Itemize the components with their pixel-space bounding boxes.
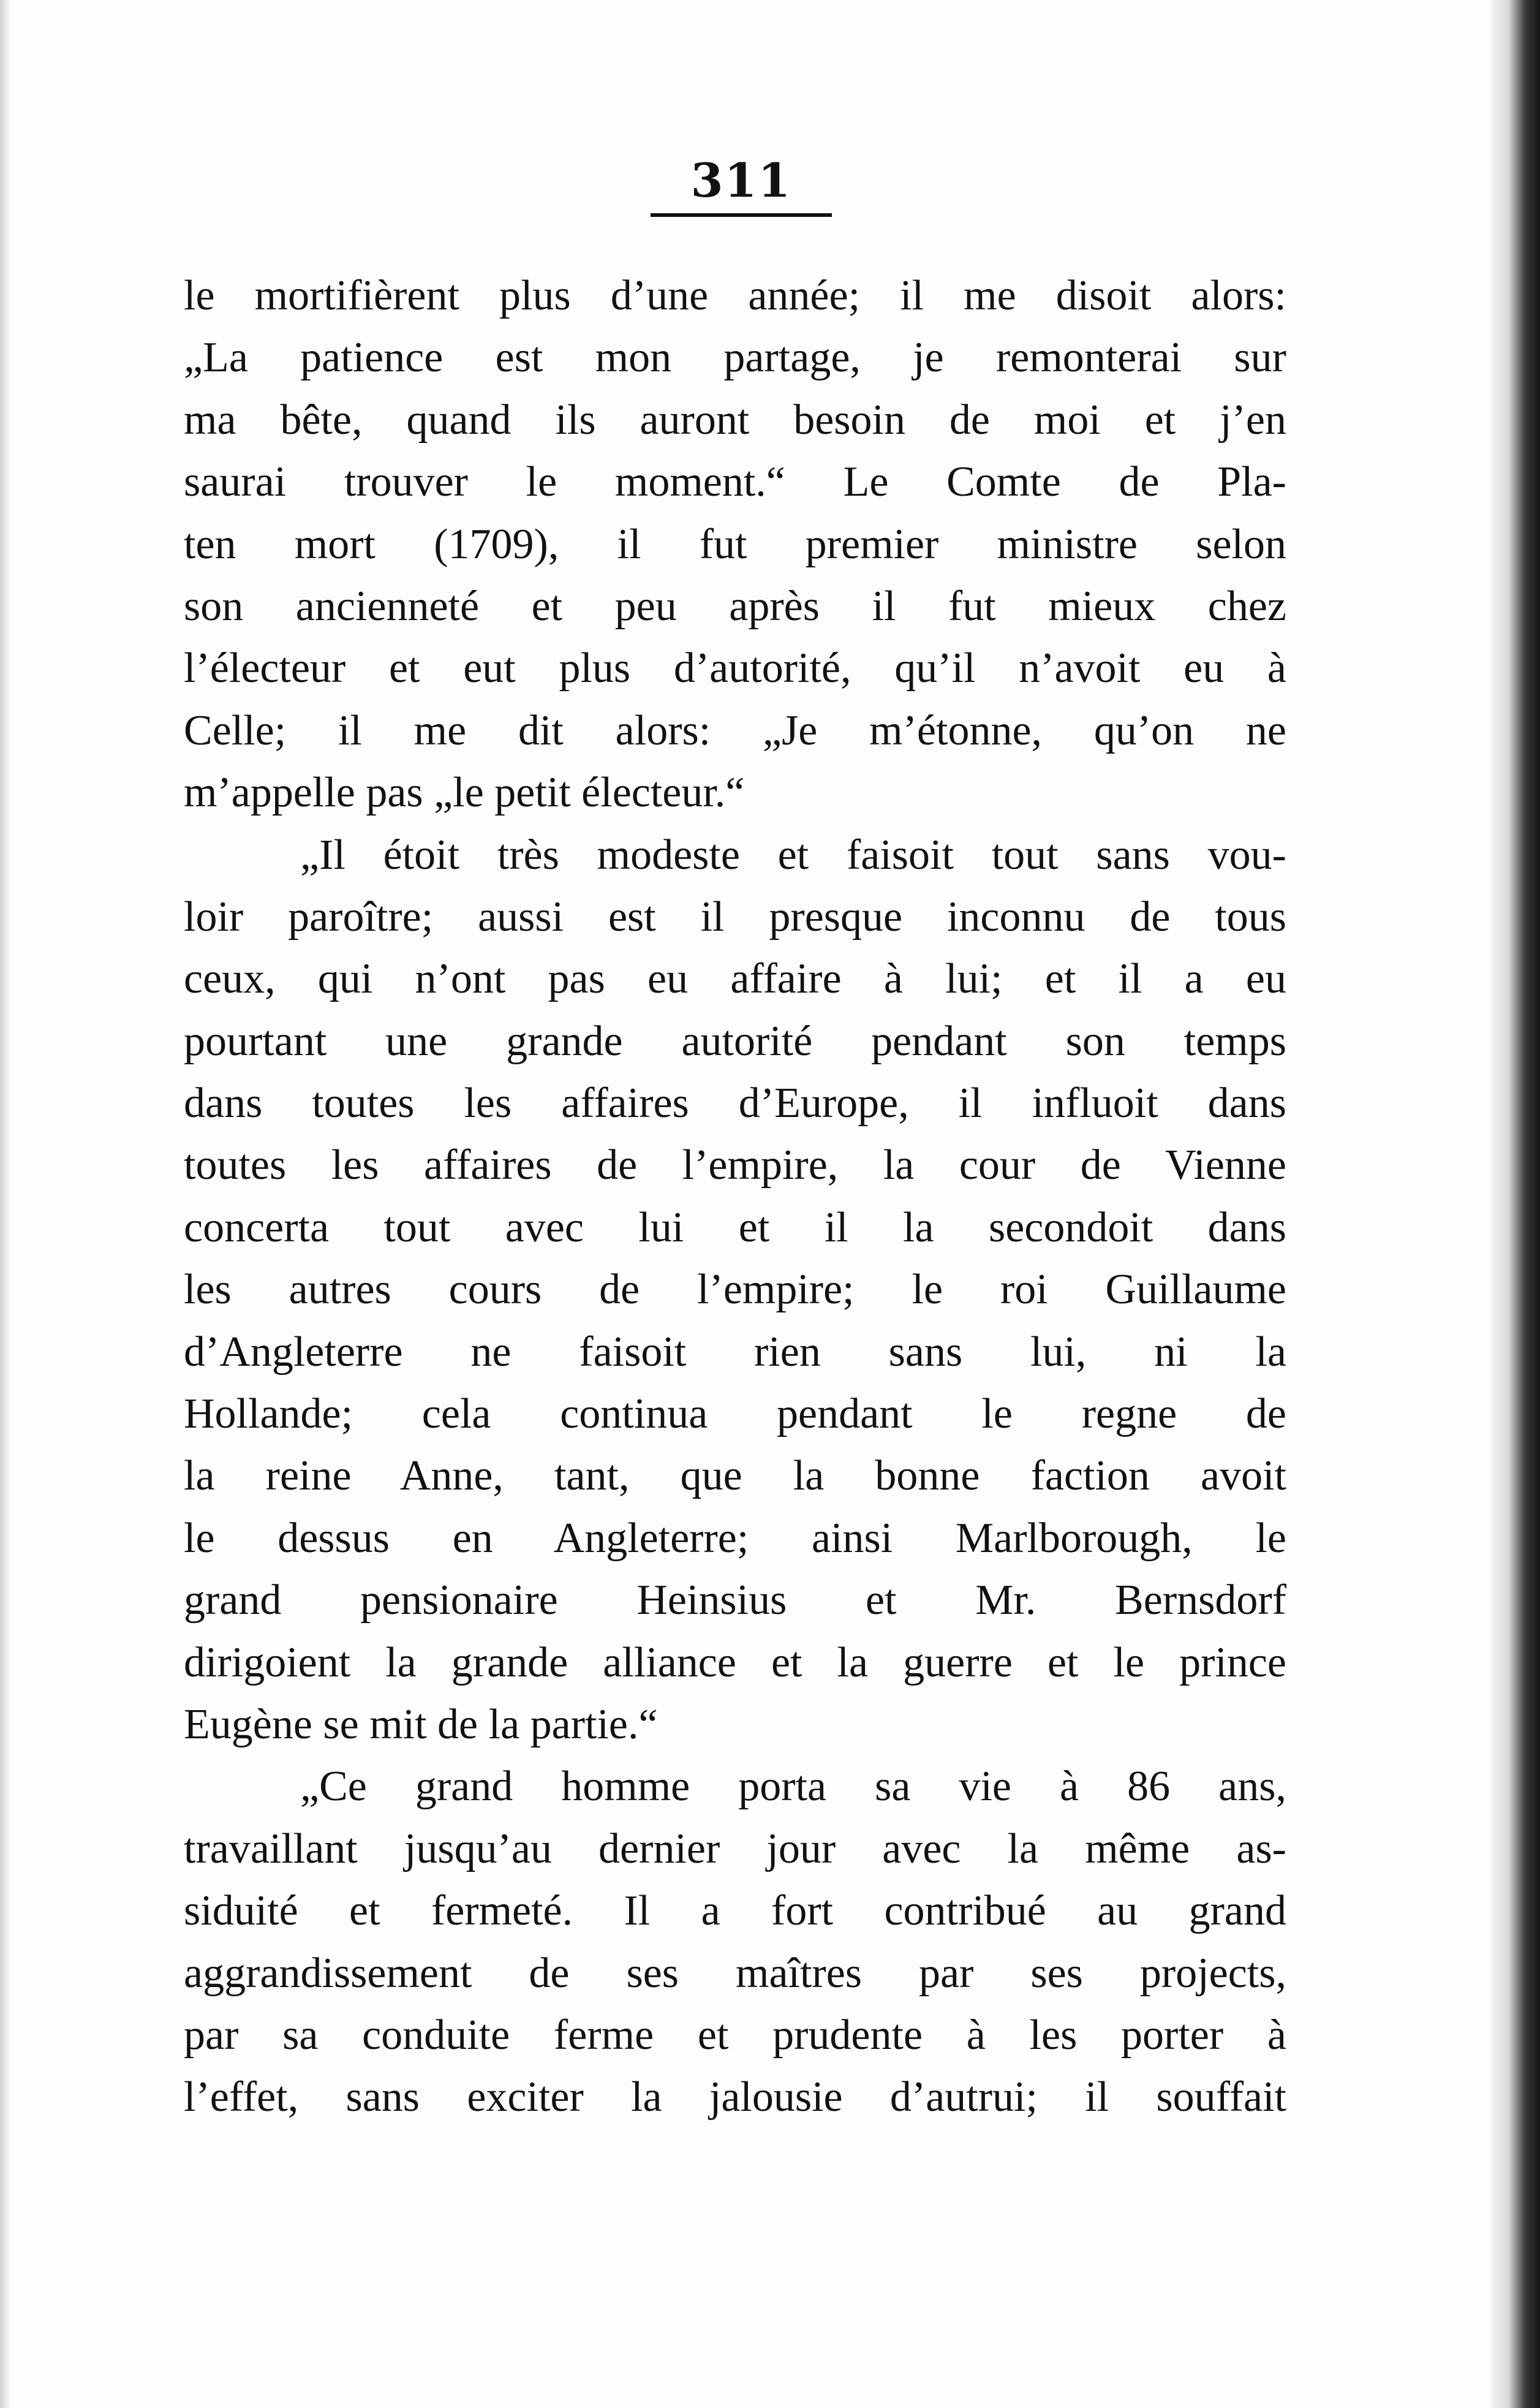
text-line: grand pensionaire Heinsius et Mr. Bernsdorf (184, 1577, 1286, 1624)
text-line: loir paroître; aussi est il presque inconnu de tous (184, 893, 1286, 941)
text-line: son ancienneté et peu après il fut mieux chez (184, 582, 1286, 630)
page-binding-edge (1491, 0, 1540, 2408)
text-line: les autres cours de l’empire; le roi Guillaume (184, 1266, 1286, 1314)
body-text (184, 265, 1286, 2129)
text-line: „Ce grand homme porta sa vie à 86 ans, (300, 1763, 1286, 1811)
text-line: dirigoient la grande alliance et la guerre et le prince (184, 1638, 1286, 1686)
text-line: le mortifièrent plus d’une année; il me disoit alors: (184, 272, 1286, 319)
page-left-edge (0, 0, 11, 2408)
text-line: m’appelle pas „le petit électeur.“ (184, 769, 745, 817)
text-line: Celle; il me dit alors: „Je m’étonne, qu’on ne (184, 706, 1286, 754)
text-line: l’effet, sans exciter la jalousie d’autrui; il souffait (184, 2073, 1286, 2121)
text-line: ceux, qui n’ont pas eu affaire à lui; et il a eu (184, 955, 1286, 1003)
text-line: dans toutes les affaires d’Europe, il influoit dans (184, 1080, 1286, 1127)
text-line: d’Angleterre ne faisoit rien sans lui, ni la (184, 1328, 1286, 1376)
page-number-rule (651, 213, 832, 217)
text-line: Hollande; cela continua pendant le regne de (184, 1390, 1286, 1438)
text-line: par sa conduite ferme et prudente à les porter à (184, 2011, 1286, 2059)
text-line: la reine Anne, tant, que la bonne faction avoit (184, 1452, 1286, 1500)
text-line: ten mort (1709), il fut premier ministre selon (184, 520, 1286, 568)
text-line: pourtant une grande autorité pendant son temps (184, 1017, 1286, 1065)
text-line: toutes les affaires de l’empire, la cour de Vienne (184, 1142, 1286, 1189)
text-line: travaillant jusqu’au dernier jour avec la même as- (184, 1825, 1286, 1872)
text-line: saurai trouver le moment.“ Le Comte de Pla- (184, 458, 1286, 506)
text-line: ma bête, quand ils auront besoin de moi et j’en (184, 396, 1286, 444)
text-line: concerta tout avec lui et il la secondoit dans (184, 1203, 1286, 1251)
text-line: „La patience est mon partage, je remonterai sur (184, 334, 1286, 382)
text-line: aggrandissement de ses maîtres par ses projects, (184, 1949, 1286, 1997)
text-line: siduité et fermeté. Il a fort contribué au grand (184, 1887, 1286, 1935)
page-number: 311 (690, 153, 792, 208)
text-line: le dessus en Angleterre; ainsi Marlborough, le (184, 1514, 1286, 1562)
text-line: l’électeur et eut plus d’autorité, qu’il n’avoit eu à (184, 645, 1286, 692)
text-line: Eugène se mit de la partie.“ (184, 1700, 658, 1748)
text-line: „Il étoit très modeste et faisoit tout sans vou- (300, 831, 1286, 879)
